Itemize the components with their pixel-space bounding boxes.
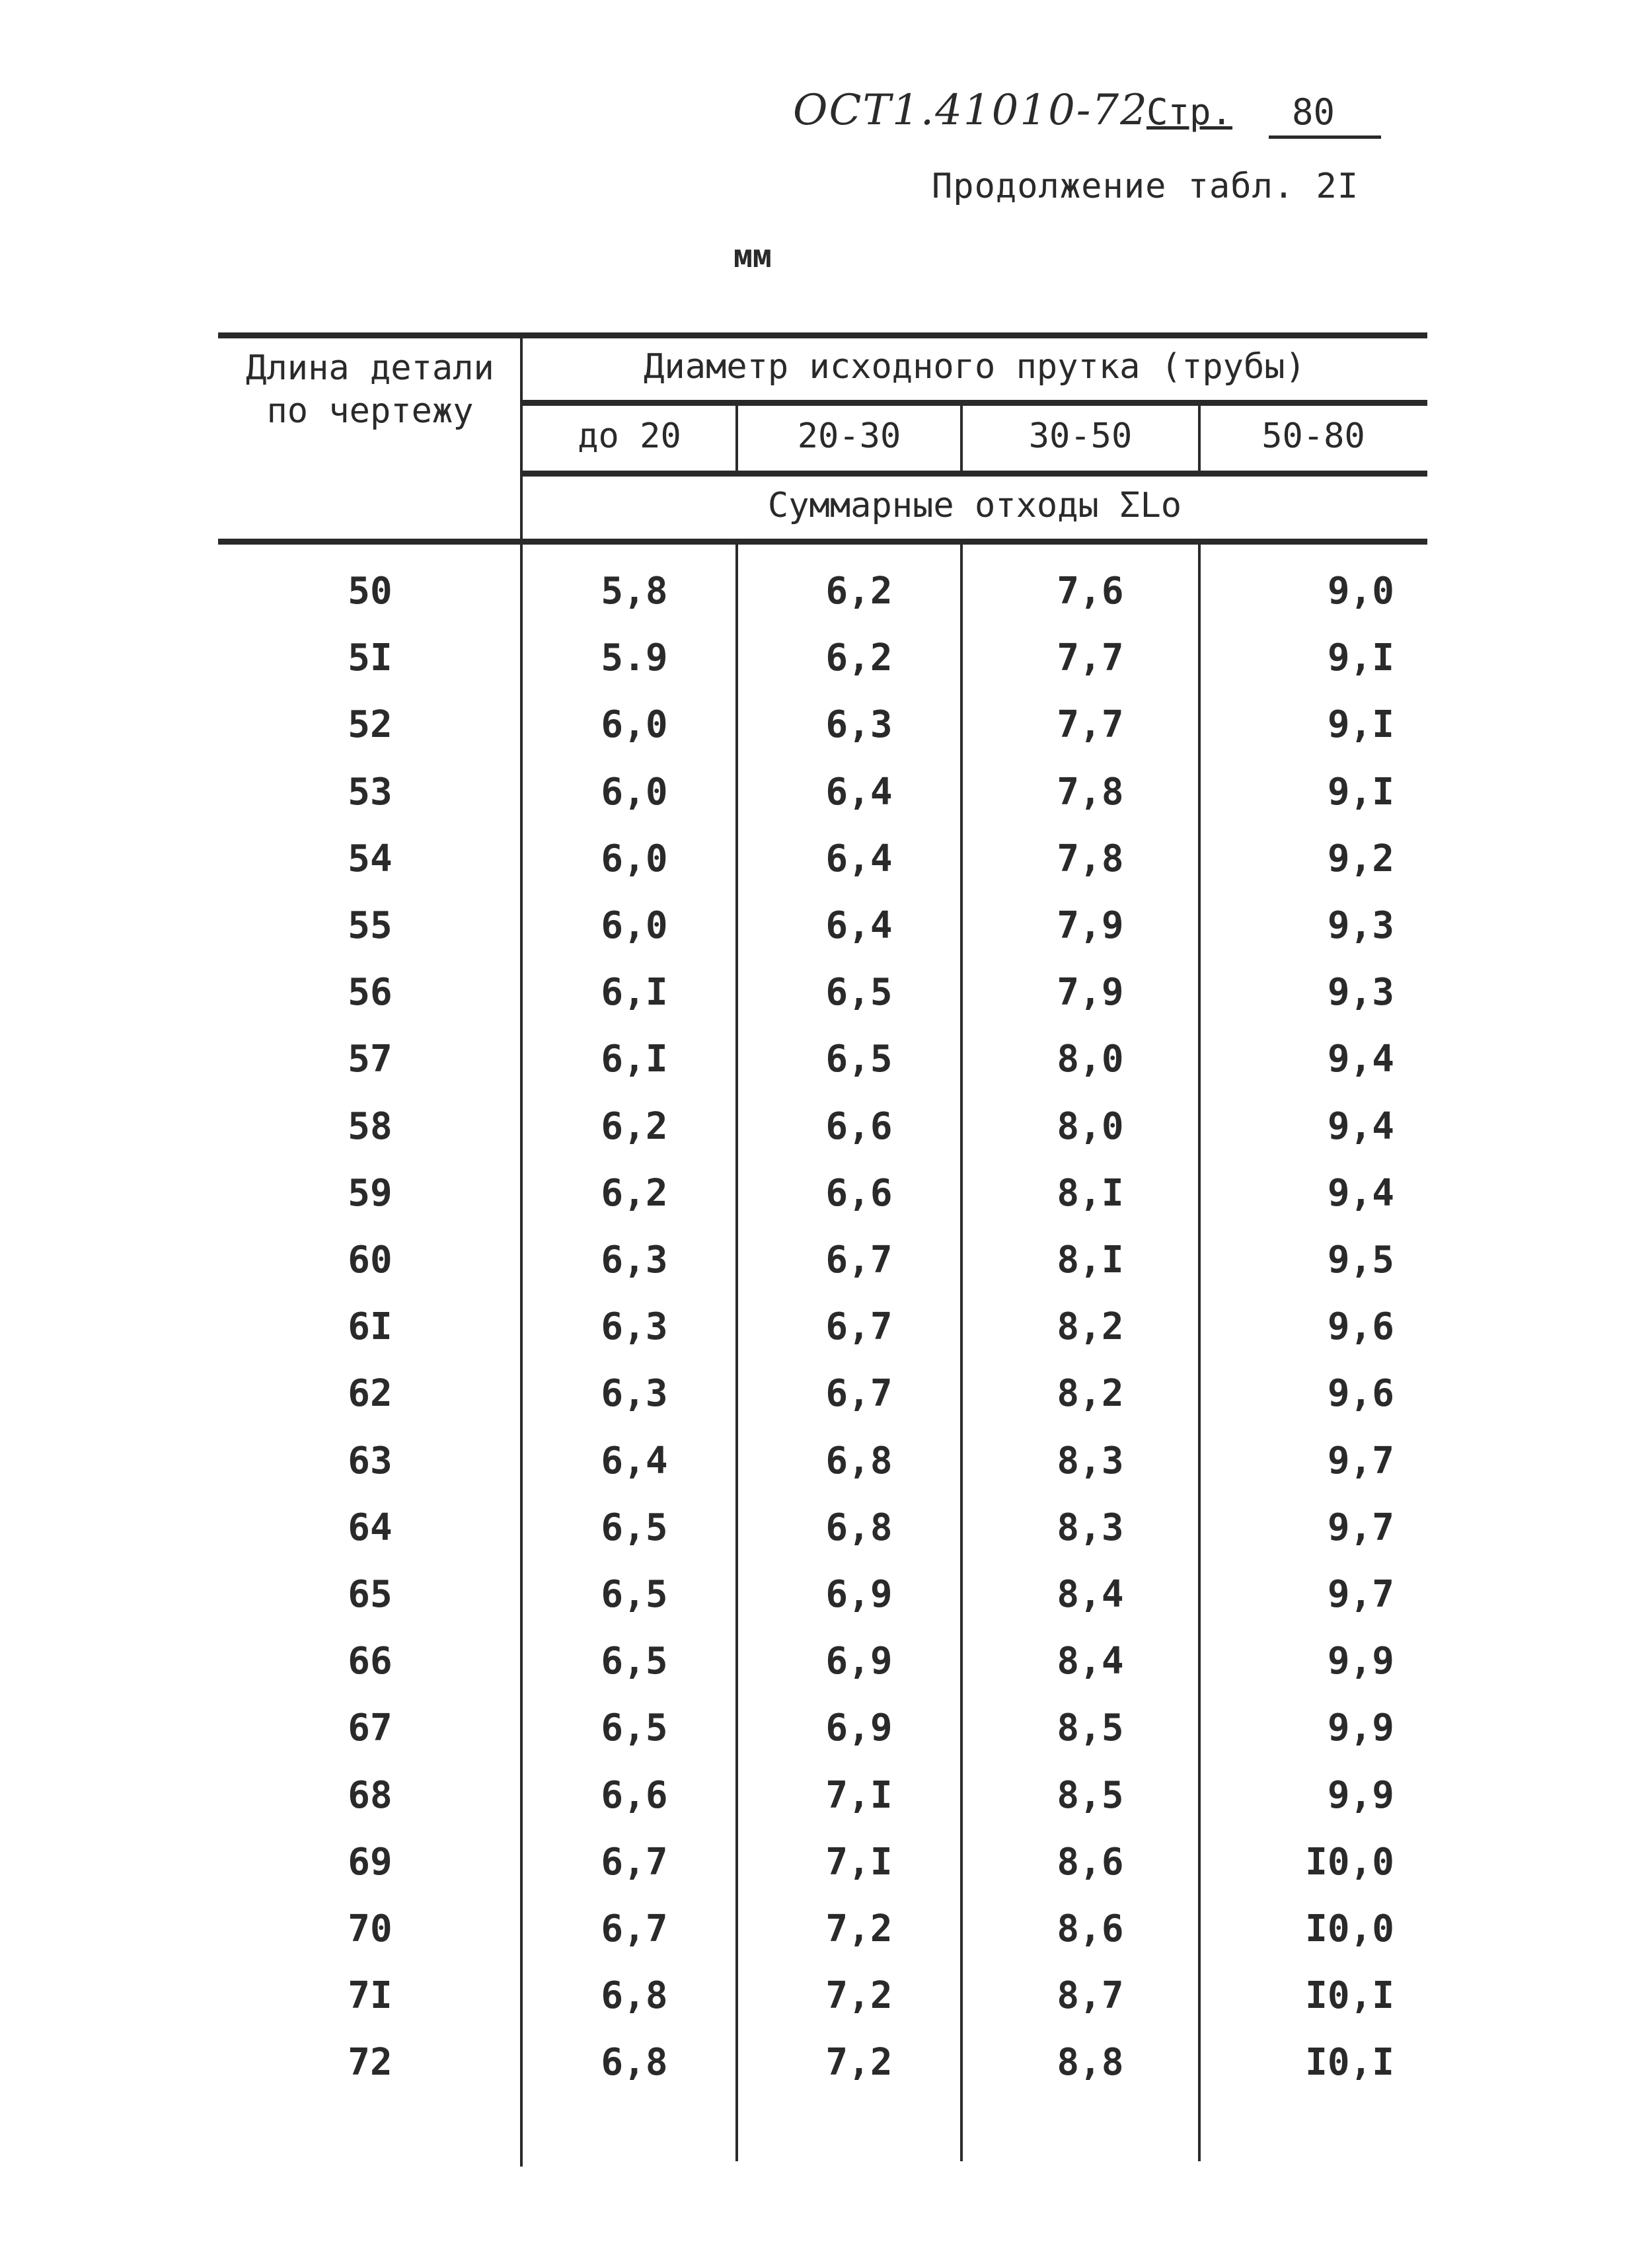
length-cell: 70 bbox=[348, 1907, 393, 1950]
waste-cell-50-80: 9,7 bbox=[1327, 1573, 1394, 1616]
table-row bbox=[218, 1161, 1427, 1227]
table-row bbox=[218, 826, 1427, 892]
waste-cell-50-80: 9,5 bbox=[1327, 1239, 1394, 1282]
table-row bbox=[218, 1763, 1427, 1829]
waste-cell-20-30: 6,4 bbox=[825, 904, 893, 947]
length-cell: 67 bbox=[348, 1707, 393, 1750]
waste-cell-20-30: 6,9 bbox=[825, 1640, 893, 1683]
document-code: ОСТ1.41010-72 bbox=[793, 86, 1148, 135]
waste-cell-20-30: 7,2 bbox=[825, 1907, 893, 1950]
waste-cell-50-80: I0,0 bbox=[1305, 1907, 1394, 1950]
waste-cell-50-80: 9,2 bbox=[1327, 837, 1394, 880]
length-cell: 72 bbox=[348, 2041, 393, 2085]
waste-cell-20-30: 6,5 bbox=[825, 1038, 893, 1081]
length-cell: 52 bbox=[348, 703, 393, 747]
waste-cell-up-to-20: 6,3 bbox=[601, 1239, 668, 1282]
waste-cell-50-80: 9,7 bbox=[1327, 1439, 1394, 1482]
waste-cell-50-80: 9,4 bbox=[1327, 1104, 1394, 1148]
waste-cell-30-50: 8,6 bbox=[1057, 1840, 1124, 1884]
waste-cell-30-50: 8,4 bbox=[1057, 1573, 1124, 1616]
waste-cell-up-to-20: 5,8 bbox=[601, 570, 668, 613]
waste-cell-50-80: 9,0 bbox=[1327, 570, 1394, 613]
waste-cell-30-50: 7,7 bbox=[1057, 636, 1124, 680]
waste-cell-30-50: 8,I bbox=[1057, 1171, 1124, 1215]
total-waste-header: Суммарные отходы ΣLo bbox=[767, 486, 1182, 525]
length-cell: 5I bbox=[348, 636, 393, 680]
waste-cell-30-50: 8,8 bbox=[1057, 2041, 1124, 2085]
waste-cell-20-30: 6,8 bbox=[825, 1506, 893, 1549]
waste-cell-20-30: 7,2 bbox=[825, 1974, 893, 2018]
length-cell: 64 bbox=[348, 1506, 393, 1549]
waste-cell-20-30: 6,9 bbox=[825, 1573, 893, 1616]
waste-cell-20-30: 6,4 bbox=[825, 770, 893, 814]
length-cell: 56 bbox=[348, 971, 393, 1015]
waste-cell-50-80: 9,I bbox=[1327, 770, 1394, 814]
waste-cell-up-to-20: 6,7 bbox=[601, 1840, 668, 1884]
table-row bbox=[218, 1963, 1427, 2029]
waste-cell-30-50: 7,9 bbox=[1057, 971, 1124, 1015]
unit-label: мм bbox=[733, 238, 772, 275]
length-cell: 60 bbox=[348, 1239, 393, 1282]
waste-cell-30-50: 8,0 bbox=[1057, 1038, 1124, 1081]
waste-cell-30-50: 8,2 bbox=[1057, 1305, 1124, 1349]
waste-cell-up-to-20: 6,3 bbox=[601, 1372, 668, 1416]
page-number: 80 bbox=[1292, 91, 1335, 133]
waste-cell-up-to-20: 6,0 bbox=[601, 904, 668, 947]
waste-cell-50-80: 9,I bbox=[1327, 636, 1394, 680]
waste-cell-up-to-20: 6,5 bbox=[601, 1707, 668, 1750]
length-cell: 55 bbox=[348, 904, 393, 947]
waste-cell-20-30: 6,7 bbox=[825, 1239, 893, 1282]
waste-cell-30-50: 7,8 bbox=[1057, 837, 1124, 880]
waste-cell-up-to-20: 6,0 bbox=[601, 703, 668, 747]
waste-cell-30-50: 8,0 bbox=[1057, 1104, 1124, 1148]
table-row bbox=[218, 558, 1427, 625]
waste-cell-20-30: 7,I bbox=[825, 1773, 893, 1817]
waste-cell-up-to-20: 6,8 bbox=[601, 2041, 668, 2085]
range-header-3: 30-50 bbox=[1028, 416, 1133, 456]
waste-cell-50-80: 9,7 bbox=[1327, 1506, 1394, 1549]
table-row bbox=[218, 1361, 1427, 1427]
waste-cell-20-30: 7,I bbox=[825, 1840, 893, 1884]
waste-cell-up-to-20: 5.9 bbox=[601, 636, 668, 680]
waste-cell-up-to-20: 6,0 bbox=[601, 837, 668, 880]
waste-cell-30-50: 7,9 bbox=[1057, 904, 1124, 947]
waste-cell-20-30: 6,9 bbox=[825, 1707, 893, 1750]
waste-cell-20-30: 6,6 bbox=[825, 1104, 893, 1148]
waste-cell-50-80: 9,3 bbox=[1327, 904, 1394, 947]
table-row bbox=[218, 625, 1427, 691]
waste-cell-50-80: 9,4 bbox=[1327, 1038, 1394, 1081]
table-row bbox=[218, 1428, 1427, 1494]
table-row bbox=[218, 1294, 1427, 1360]
table-row bbox=[218, 1829, 1427, 1896]
waste-cell-30-50: 8,5 bbox=[1057, 1773, 1124, 1817]
waste-cell-50-80: 9,9 bbox=[1327, 1773, 1394, 1817]
waste-cell-up-to-20: 6,I bbox=[601, 971, 668, 1015]
length-cell: 6I bbox=[348, 1305, 393, 1349]
ranges-rule bbox=[522, 471, 1427, 477]
table-row bbox=[218, 1629, 1427, 1695]
waste-cell-50-80: 9,9 bbox=[1327, 1707, 1394, 1750]
table-row bbox=[218, 1896, 1427, 1962]
length-cell: 62 bbox=[348, 1372, 393, 1416]
table-top-rule bbox=[218, 332, 1427, 338]
page-number-underline bbox=[1269, 135, 1381, 139]
length-cell: 53 bbox=[348, 770, 393, 814]
page-label: Стр. bbox=[1146, 91, 1233, 133]
waste-cell-50-80: 9,9 bbox=[1327, 1640, 1394, 1683]
waste-cell-20-30: 6,7 bbox=[825, 1305, 893, 1349]
waste-cell-30-50: 8,7 bbox=[1057, 1974, 1124, 2018]
table-row bbox=[218, 1094, 1427, 1160]
waste-cell-30-50: 8,3 bbox=[1057, 1439, 1124, 1482]
length-cell: 68 bbox=[348, 1773, 393, 1817]
waste-cell-up-to-20: 6,5 bbox=[601, 1640, 668, 1683]
waste-cell-50-80: I0,0 bbox=[1305, 1840, 1394, 1884]
waste-cell-30-50: 8,3 bbox=[1057, 1506, 1124, 1549]
waste-cell-30-50: 7,7 bbox=[1057, 703, 1124, 747]
length-cell: 54 bbox=[348, 837, 393, 880]
waste-cell-up-to-20: 6,2 bbox=[601, 1104, 668, 1148]
waste-cell-30-50: 8,I bbox=[1057, 1239, 1124, 1282]
length-cell: 58 bbox=[348, 1104, 393, 1148]
length-cell: 57 bbox=[348, 1038, 393, 1081]
length-cell: 65 bbox=[348, 1573, 393, 1616]
waste-cell-30-50: 7,8 bbox=[1057, 770, 1124, 814]
length-cell: 63 bbox=[348, 1439, 393, 1482]
waste-cell-up-to-20: 6,I bbox=[601, 1038, 668, 1081]
waste-cell-50-80: 9,6 bbox=[1327, 1305, 1394, 1349]
table-row bbox=[218, 1227, 1427, 1293]
waste-cell-20-30: 7,2 bbox=[825, 2041, 893, 2085]
table-row bbox=[218, 960, 1427, 1026]
length-cell: 59 bbox=[348, 1171, 393, 1215]
table-row bbox=[218, 1026, 1427, 1093]
waste-cell-up-to-20: 6,0 bbox=[601, 770, 668, 814]
table-row bbox=[218, 1495, 1427, 1561]
length-cell: 69 bbox=[348, 1840, 393, 1884]
waste-cell-30-50: 7,6 bbox=[1057, 570, 1124, 613]
group-header-rule bbox=[522, 400, 1427, 406]
waste-cell-50-80: I0,I bbox=[1305, 2041, 1394, 2085]
waste-cell-30-50: 8,2 bbox=[1057, 1372, 1124, 1416]
waste-cell-up-to-20: 6,6 bbox=[601, 1773, 668, 1817]
waste-cell-up-to-20: 6,3 bbox=[601, 1305, 668, 1349]
waste-cell-30-50: 8,4 bbox=[1057, 1640, 1124, 1683]
table-row bbox=[218, 2030, 1427, 2096]
waste-cell-30-50: 8,6 bbox=[1057, 1907, 1124, 1950]
length-column-header: Длина детали по чертежу bbox=[246, 348, 494, 431]
waste-cell-50-80: 9,4 bbox=[1327, 1171, 1394, 1215]
table-row bbox=[218, 692, 1427, 758]
range-header-1: до 20 bbox=[578, 416, 681, 456]
waste-cell-up-to-20: 6,4 bbox=[601, 1439, 668, 1482]
waste-cell-30-50: 8,5 bbox=[1057, 1707, 1124, 1750]
table-row bbox=[218, 1562, 1427, 1628]
table-row bbox=[218, 1695, 1427, 1761]
waste-cell-up-to-20: 6,8 bbox=[601, 1974, 668, 2018]
waste-cell-up-to-20: 6,2 bbox=[601, 1171, 668, 1215]
length-cell: 66 bbox=[348, 1640, 393, 1683]
waste-cell-up-to-20: 6,5 bbox=[601, 1573, 668, 1616]
waste-cell-50-80: 9,I bbox=[1327, 703, 1394, 747]
waste-cell-20-30: 6,8 bbox=[825, 1439, 893, 1482]
waste-cell-20-30: 6,2 bbox=[825, 570, 893, 613]
waste-cell-20-30: 6,3 bbox=[825, 703, 893, 747]
range-header-2: 20-30 bbox=[797, 416, 901, 456]
waste-cell-up-to-20: 6,7 bbox=[601, 1907, 668, 1950]
table-row bbox=[218, 759, 1427, 826]
waste-cell-20-30: 6,4 bbox=[825, 837, 893, 880]
header-bottom-rule bbox=[218, 539, 1427, 545]
length-cell: 7I bbox=[348, 1974, 393, 2018]
waste-cell-50-80: 9,6 bbox=[1327, 1372, 1394, 1416]
waste-cell-20-30: 6,2 bbox=[825, 636, 893, 680]
table-row bbox=[218, 893, 1427, 959]
diameter-group-header: Диаметр исходного прутка (трубы) bbox=[644, 347, 1306, 387]
range-header-4: 50-80 bbox=[1261, 416, 1365, 456]
waste-cell-up-to-20: 6,5 bbox=[601, 1506, 668, 1549]
waste-cell-20-30: 6,5 bbox=[825, 971, 893, 1015]
table-continuation-caption: Продолжение табл. 2I bbox=[932, 167, 1359, 206]
waste-cell-20-30: 6,6 bbox=[825, 1171, 893, 1215]
waste-cell-50-80: I0,I bbox=[1305, 1974, 1394, 2018]
waste-cell-50-80: 9,3 bbox=[1327, 971, 1394, 1015]
waste-cell-20-30: 6,7 bbox=[825, 1372, 893, 1416]
length-cell: 50 bbox=[348, 570, 393, 613]
